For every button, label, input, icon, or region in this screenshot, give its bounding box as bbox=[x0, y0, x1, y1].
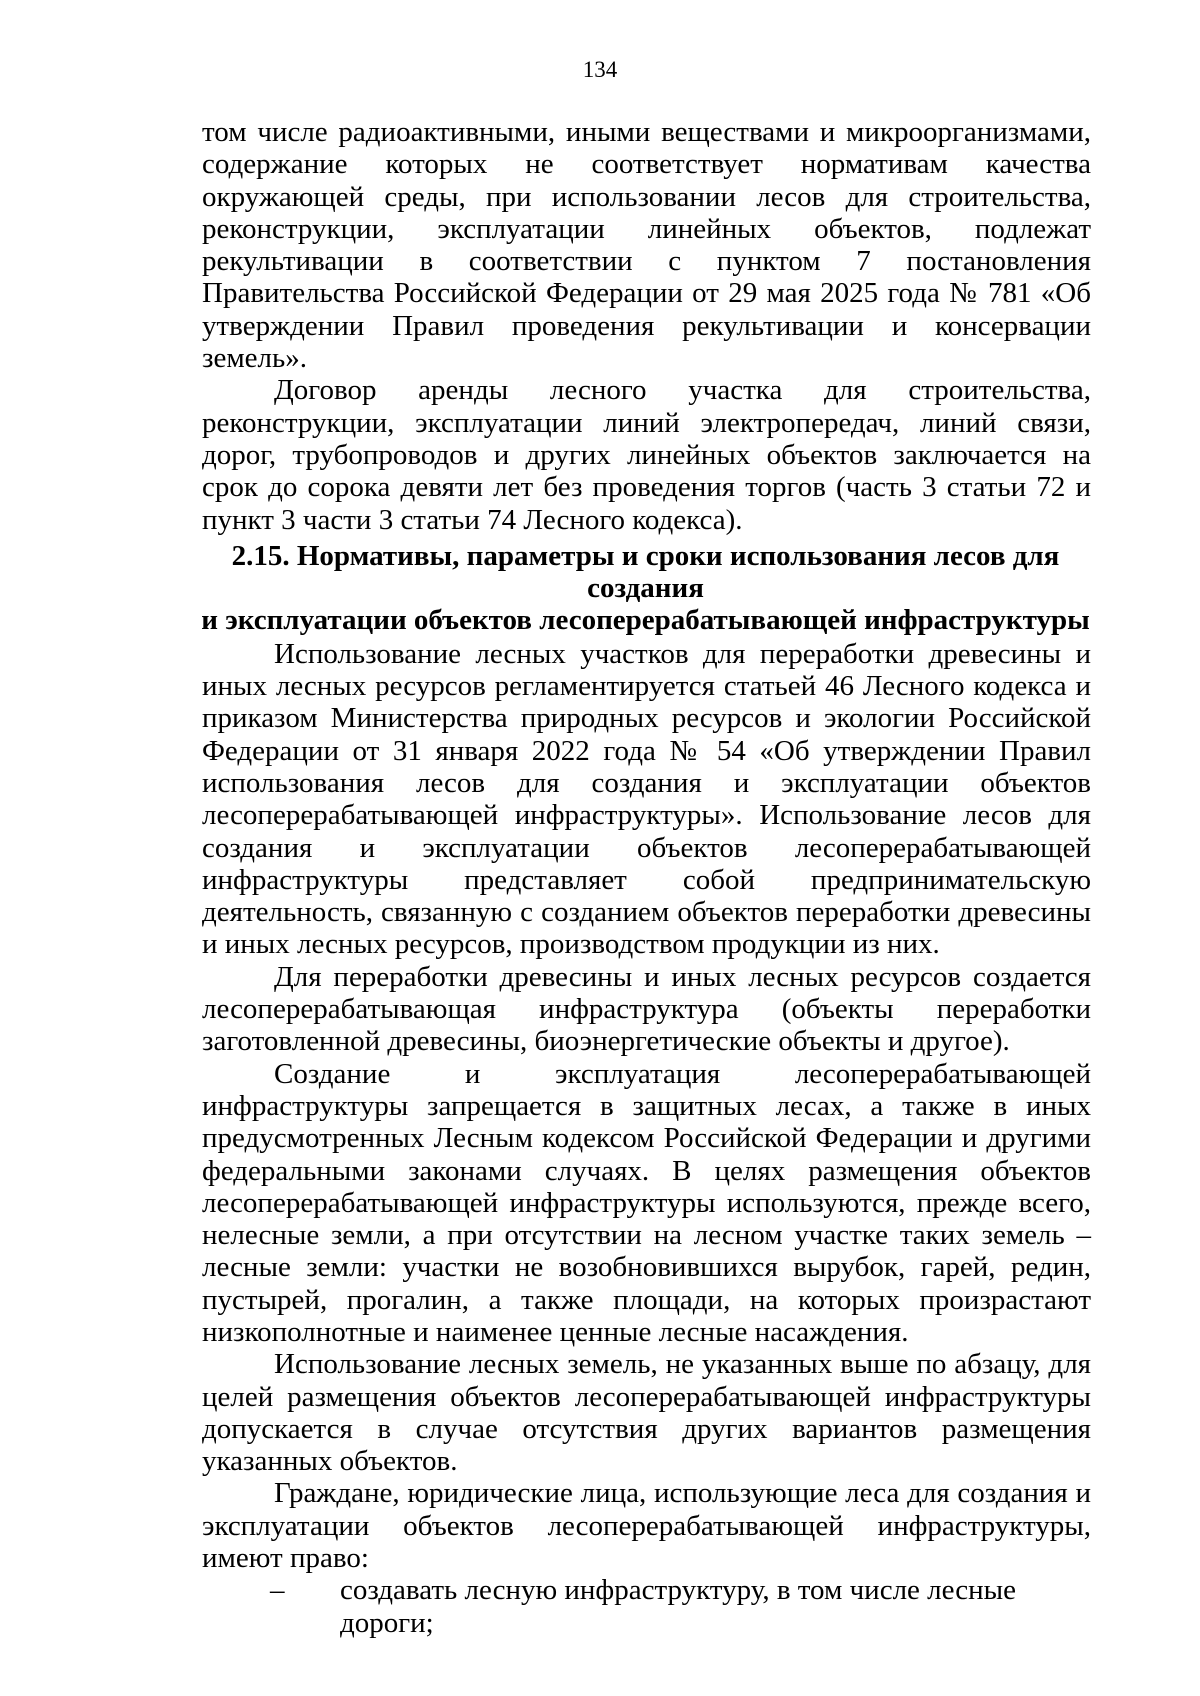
paragraph-rights-intro: Граждане, юридические лица, использующие леса для создания и эксплуатации объектов лесоперерабатывающей инфраструктуры, имеют право: bbox=[202, 1477, 1091, 1575]
document-body bbox=[202, 116, 1091, 1639]
list-dash: – bbox=[270, 1574, 285, 1607]
paragraph-forest-lands-use: Использование лесных земель, не указанных выше по абзацу, для целей размещения объектов лесоперерабатывающей инфраструктуры допускается в случае отсутствия других вариантов размещения указанных объектов. bbox=[202, 1348, 1091, 1478]
list-item-text: создавать лесную инфраструктуру, в том числе лесные дороги; bbox=[340, 1574, 1016, 1639]
paragraph-infrastructure-creation: Для переработки древесины и иных лесных ресурсов создается лесоперерабатывающая инфраструктура (объекты переработки заготовленной древесины, биоэнергетические объекты и другое). bbox=[202, 960, 1091, 1058]
paragraph-usage-regulation: Использование лесных участков для переработки древесины и иных лесных ресурсов регламентируется статьей 46 Лесного кодекса и приказом Министерства природных ресурсов и экологии Российской Федерации от 31 января 2022 года № 54 «Об утверждении Правил использования лесов для создания и эксплуатации объектов лесоперерабатывающей инфраструктуры». Использование лесов для создания и эксплуатации объектов лесоперерабатывающей инфраструктуры представляет собой предпринимательскую деятельность, связанную с созданием объектов переработки древесины и иных лесных ресурсов, производством продукции из них. bbox=[202, 637, 1091, 961]
section-heading-line-1: 2.15. Нормативы, параметры и сроки использования лесов для создания bbox=[231, 539, 1060, 605]
paragraph-continuation: том числе радиоактивными, иными веществами и микроорганизмами, содержание которых не соответствует нормативам качества окружающей среды, при использовании лесов для строительства, реконструкции, эксплуатации линейных объектов, подлежат рекультивации в соответствии с пунктом 7 постановления Правительства Российской Федерации от 29 мая 2025 года № 781 «Об утверждении Правил проведения рекультивации и консервации земель». bbox=[202, 116, 1091, 375]
paragraph-restrictions: Создание и эксплуатация лесоперерабатывающей инфраструктуры запрещается в защитных лесах, а также в иных предусмотренных Лесным кодексом Российской Федерации и другими федеральными законами случаях. В целях размещения объектов лесоперерабатывающей инфраструктуры используются, прежде всего, нелесные земли, а при отсутствии на лесном участке таких земель – лесные земли: участки не возобновившихся вырубок, гарей, редин, пустырей, прогалин, а также площади, на которых произрастают низкополнотные и наименее ценные лесные насаждения. bbox=[202, 1057, 1091, 1348]
list-item bbox=[202, 1574, 1091, 1639]
page-number: 134 bbox=[582, 57, 618, 82]
paragraph-lease-agreement: Договор аренды лесного участка для строительства, реконструкции, эксплуатации линий электропередач, линий связи, дорог, трубопроводов и других линейных объектов заключается на срок до сорока девяти лет без проведения торгов (часть 3 статьи 72 и пункт 3 части 3 статьи 74 Лесного кодекса). bbox=[202, 374, 1091, 536]
section-heading-line-2: и эксплуатации объектов лесоперерабатывающей инфраструктуры bbox=[201, 604, 1090, 637]
section-heading bbox=[172, 540, 1119, 637]
